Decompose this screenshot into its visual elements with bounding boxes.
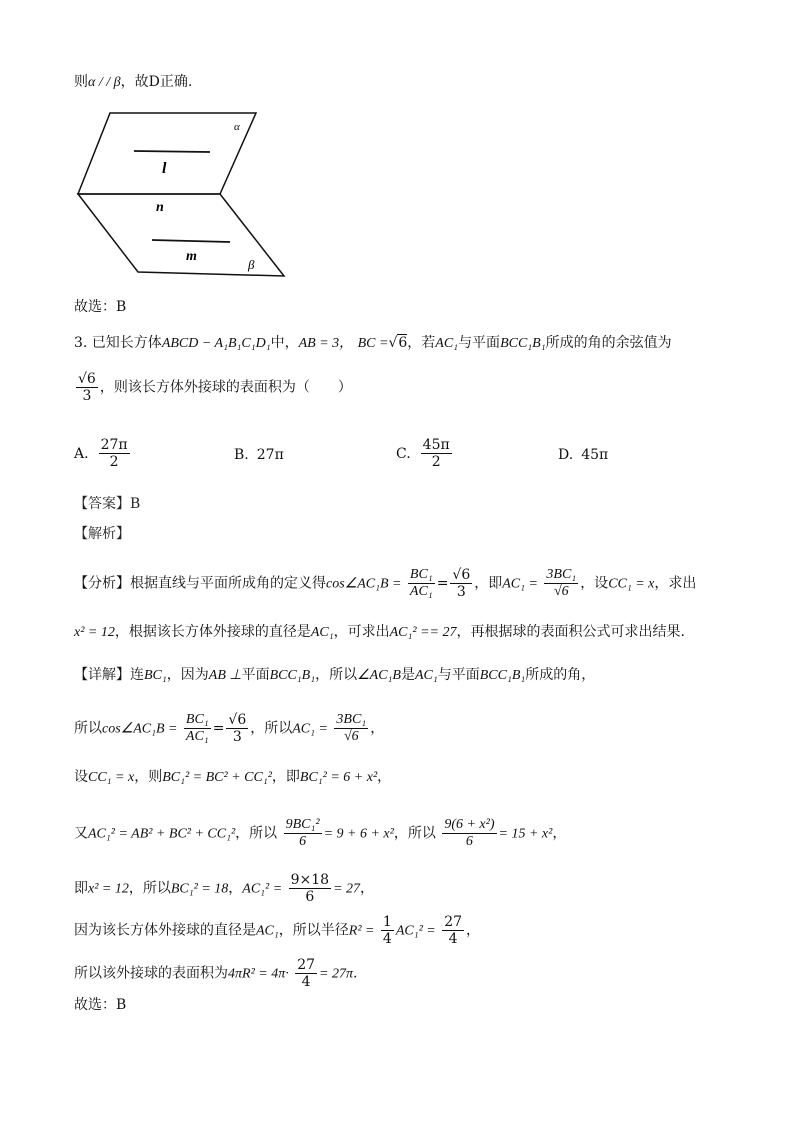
l-label: l <box>162 160 167 177</box>
frac-num: √6 <box>78 371 96 387</box>
q3-text: 与平面 <box>458 335 501 351</box>
text: 所成的角， <box>525 667 596 683</box>
analysis-label: 【解析】 <box>74 526 130 542</box>
frac-den: 6 <box>299 834 307 849</box>
text: ， <box>552 825 567 842</box>
fraction <box>295 957 317 990</box>
frac-num: BC₁ <box>409 567 433 582</box>
math: = 15 + x² <box>498 826 553 842</box>
math: R² = <box>348 923 375 939</box>
option-fraction <box>99 437 130 470</box>
equals: = <box>436 575 449 592</box>
frac-num: 27π <box>100 437 128 453</box>
fenxi-text: ，可求出 <box>333 624 390 640</box>
n-label: n <box>156 200 164 215</box>
fraction <box>289 872 331 905</box>
math: BC₁² = 18 <box>170 881 229 897</box>
fraction <box>334 712 368 745</box>
q3-text: 中， <box>270 335 299 351</box>
intro-line <box>74 72 192 93</box>
math: AC₁ = <box>292 721 328 737</box>
frac-num: √6 <box>228 712 247 728</box>
text: 连 <box>130 667 144 683</box>
q3-text: 已知长方体 <box>91 335 162 351</box>
text: . <box>352 965 358 982</box>
q3-text: 所成的角的余弦值为 <box>545 335 672 351</box>
equals: = <box>212 720 225 737</box>
m-label: m <box>186 249 197 264</box>
option-key: A. <box>74 445 89 462</box>
option-key: D. <box>558 447 574 463</box>
frac-num: 3BC₁ <box>336 712 367 727</box>
intro-suffix: ，故D正确. <box>120 74 193 90</box>
fenxi-line2 <box>74 622 685 643</box>
xiangjie-line4 <box>74 817 566 850</box>
text: ， <box>360 880 375 897</box>
fraction <box>226 712 248 745</box>
text: ， <box>377 769 392 785</box>
frac-num: 9×18 <box>290 872 330 888</box>
fraction <box>381 914 394 947</box>
frac-den: 3 <box>232 729 242 745</box>
alpha-symbol: α <box>88 75 96 90</box>
frac-den: 2 <box>109 454 119 470</box>
frac-num: BC₁ <box>185 712 209 727</box>
fenxi-text: ，求出 <box>654 575 697 592</box>
frac-den: AC₁ <box>409 584 433 599</box>
option-key: C. <box>396 445 411 462</box>
q3-number: 3. <box>74 335 88 351</box>
frac-num: 27 <box>297 957 316 973</box>
fraction <box>544 567 578 600</box>
text: ，则 <box>134 769 163 785</box>
xiangjie-line7 <box>74 957 357 990</box>
fenxi-line1 <box>74 567 696 600</box>
fraction <box>450 567 472 600</box>
box-name: ABCD − A₁B₁C₁D₁ <box>161 336 271 351</box>
math: x² = 12 <box>74 625 115 640</box>
math: AC₁² = AB² + BC² + CC₁² <box>88 826 236 842</box>
text: 所以该外接球的表面积为 <box>74 965 228 982</box>
text: ，因为 <box>166 667 209 683</box>
xiangjie-tag: 【详解】 <box>74 667 130 683</box>
math: AC₁ <box>256 923 279 939</box>
math: = 27 <box>333 881 361 897</box>
math: x² = 12 <box>88 881 129 897</box>
ac1-expr: AC₁ = <box>502 576 538 592</box>
frac-den: 4 <box>301 974 311 990</box>
math: AC₁² = <box>395 923 436 939</box>
plane-name: BCC₁B₁ <box>500 336 546 351</box>
fraction <box>184 712 211 745</box>
frac-num: 1 <box>382 914 392 930</box>
xiangjie-line5 <box>74 872 374 905</box>
intro-prefix: 则 <box>74 74 88 90</box>
fenxi-tag: 【分析】 <box>74 575 130 592</box>
math: AC₁ <box>414 668 438 683</box>
frac-den: 2 <box>431 454 441 470</box>
ac1: AC₁ <box>435 336 459 351</box>
q3-text: ，则该长方体外接球的表面积为（ ） <box>99 379 352 396</box>
math: BC₁² = BC² + CC₁² <box>162 770 272 785</box>
text: 平面 <box>241 667 270 683</box>
xiangjie-line1 <box>74 665 595 686</box>
frac-den: 4 <box>448 931 458 947</box>
beta-label: β <box>248 257 255 272</box>
line-l <box>134 151 210 152</box>
plane-alpha <box>78 113 256 194</box>
frac-den: √6 <box>553 584 569 599</box>
fenxi-text: 根据直线与平面所成角的定义得 <box>130 575 326 592</box>
text: ，所以 <box>393 825 436 842</box>
option-fraction <box>421 437 452 470</box>
frac-den: √6 <box>343 729 359 744</box>
option-key: B. <box>234 447 249 463</box>
frac-den: 4 <box>382 931 392 947</box>
frac-den: 3 <box>82 388 92 404</box>
text: 又 <box>74 825 88 842</box>
fraction <box>284 817 322 850</box>
alpha-label: α <box>234 121 240 133</box>
option-d[interactable] <box>558 447 608 463</box>
beta-symbol: β <box>113 75 121 90</box>
math: BCC₁B₁ <box>269 668 316 683</box>
fraction <box>408 567 435 600</box>
cos-expr: cos∠AC₁B = <box>326 576 402 592</box>
answer-label: 【答案】B <box>74 496 141 512</box>
cc1-expr: CC₁ = x <box>608 576 655 592</box>
xiangjie-line3 <box>74 767 391 788</box>
option-a[interactable] <box>74 437 132 470</box>
text: 与平面 <box>437 667 480 683</box>
frac-den: 6 <box>465 834 473 849</box>
bc-radicand: 6 <box>398 335 408 351</box>
option-value: 45π <box>581 447 609 463</box>
math: BC₁ <box>144 668 167 683</box>
text: ，所以 <box>315 667 358 683</box>
text: 是 <box>400 667 415 683</box>
math: AC₁² == 27 <box>389 625 457 640</box>
q3-stem-line2 <box>74 371 352 404</box>
option-value: 27π <box>256 447 284 463</box>
frac-num: 27 <box>444 914 463 930</box>
parallel-symbol: / / <box>95 75 114 90</box>
frac-den: 3 <box>456 584 466 600</box>
q3-text: ，若 <box>407 335 436 351</box>
bc-value: BC = <box>357 336 389 351</box>
math: CC₁ = x <box>88 770 135 785</box>
frac-num: 45π <box>422 437 450 453</box>
cos-fraction <box>76 371 98 404</box>
frac-num: 3BC₁ <box>546 567 577 582</box>
frac-num: 9BC₁² <box>285 817 320 832</box>
fenxi-text: ，再根据球的表面积公式可求出结果. <box>456 624 685 640</box>
text: ， <box>466 922 481 939</box>
text: ，所以 <box>128 880 171 897</box>
text: 即 <box>74 880 88 897</box>
math: cos∠AC₁B = <box>102 721 178 737</box>
text: 设 <box>74 769 88 785</box>
math: AC₁ <box>310 625 334 640</box>
xiangjie-line2 <box>74 712 384 745</box>
frac-num: 9(6 + x²) <box>444 817 495 832</box>
q3-stem-line1: 3. 已知长方体ABCD − A₁B₁C₁D₁中，AB = 3， BC =√6，若AC₁与平面BCC₁B₁所成的角的余弦值为 <box>74 335 672 351</box>
math: BC₁² = 6 + x² <box>299 770 378 785</box>
text: ， <box>370 720 385 737</box>
line-m <box>152 240 230 242</box>
fraction <box>442 914 464 947</box>
text: 因为该长方体外接球的直径是 <box>74 922 256 939</box>
frac-den: 6 <box>305 889 315 905</box>
planes-figure <box>70 105 300 285</box>
final-choice: 故选：B <box>74 997 127 1013</box>
math: = 9 + 6 + x² <box>323 826 394 842</box>
text: ，所以半径 <box>278 922 349 939</box>
fenxi-text: ，根据该长方体外接球的直径是 <box>114 624 311 640</box>
text: 所以 <box>74 720 102 737</box>
text: ，即 <box>271 769 300 785</box>
xiangjie-line6 <box>74 914 480 947</box>
frac-den: AC₁ <box>185 729 209 744</box>
previous-choice: 故选：B <box>74 299 127 315</box>
text: ， <box>228 880 243 897</box>
math: AC₁² = <box>242 881 283 897</box>
text: ，所以 <box>250 720 293 737</box>
fenxi-text: ，即 <box>474 575 503 592</box>
frac-num: √6 <box>452 567 471 583</box>
fraction <box>442 817 496 850</box>
math: = 27π <box>319 966 353 982</box>
option-b[interactable] <box>234 447 284 463</box>
math: 4πR² = 4π· <box>228 966 289 982</box>
text: ，所以 <box>235 825 278 842</box>
options-row <box>74 437 714 477</box>
math: AB ⊥ <box>208 668 242 683</box>
fenxi-text: ，设 <box>580 575 609 592</box>
ab-value: AB = 3， <box>298 336 354 351</box>
math: ∠AC₁B <box>357 668 401 683</box>
math: BCC₁B₁ <box>479 668 526 683</box>
option-c[interactable] <box>396 437 454 470</box>
